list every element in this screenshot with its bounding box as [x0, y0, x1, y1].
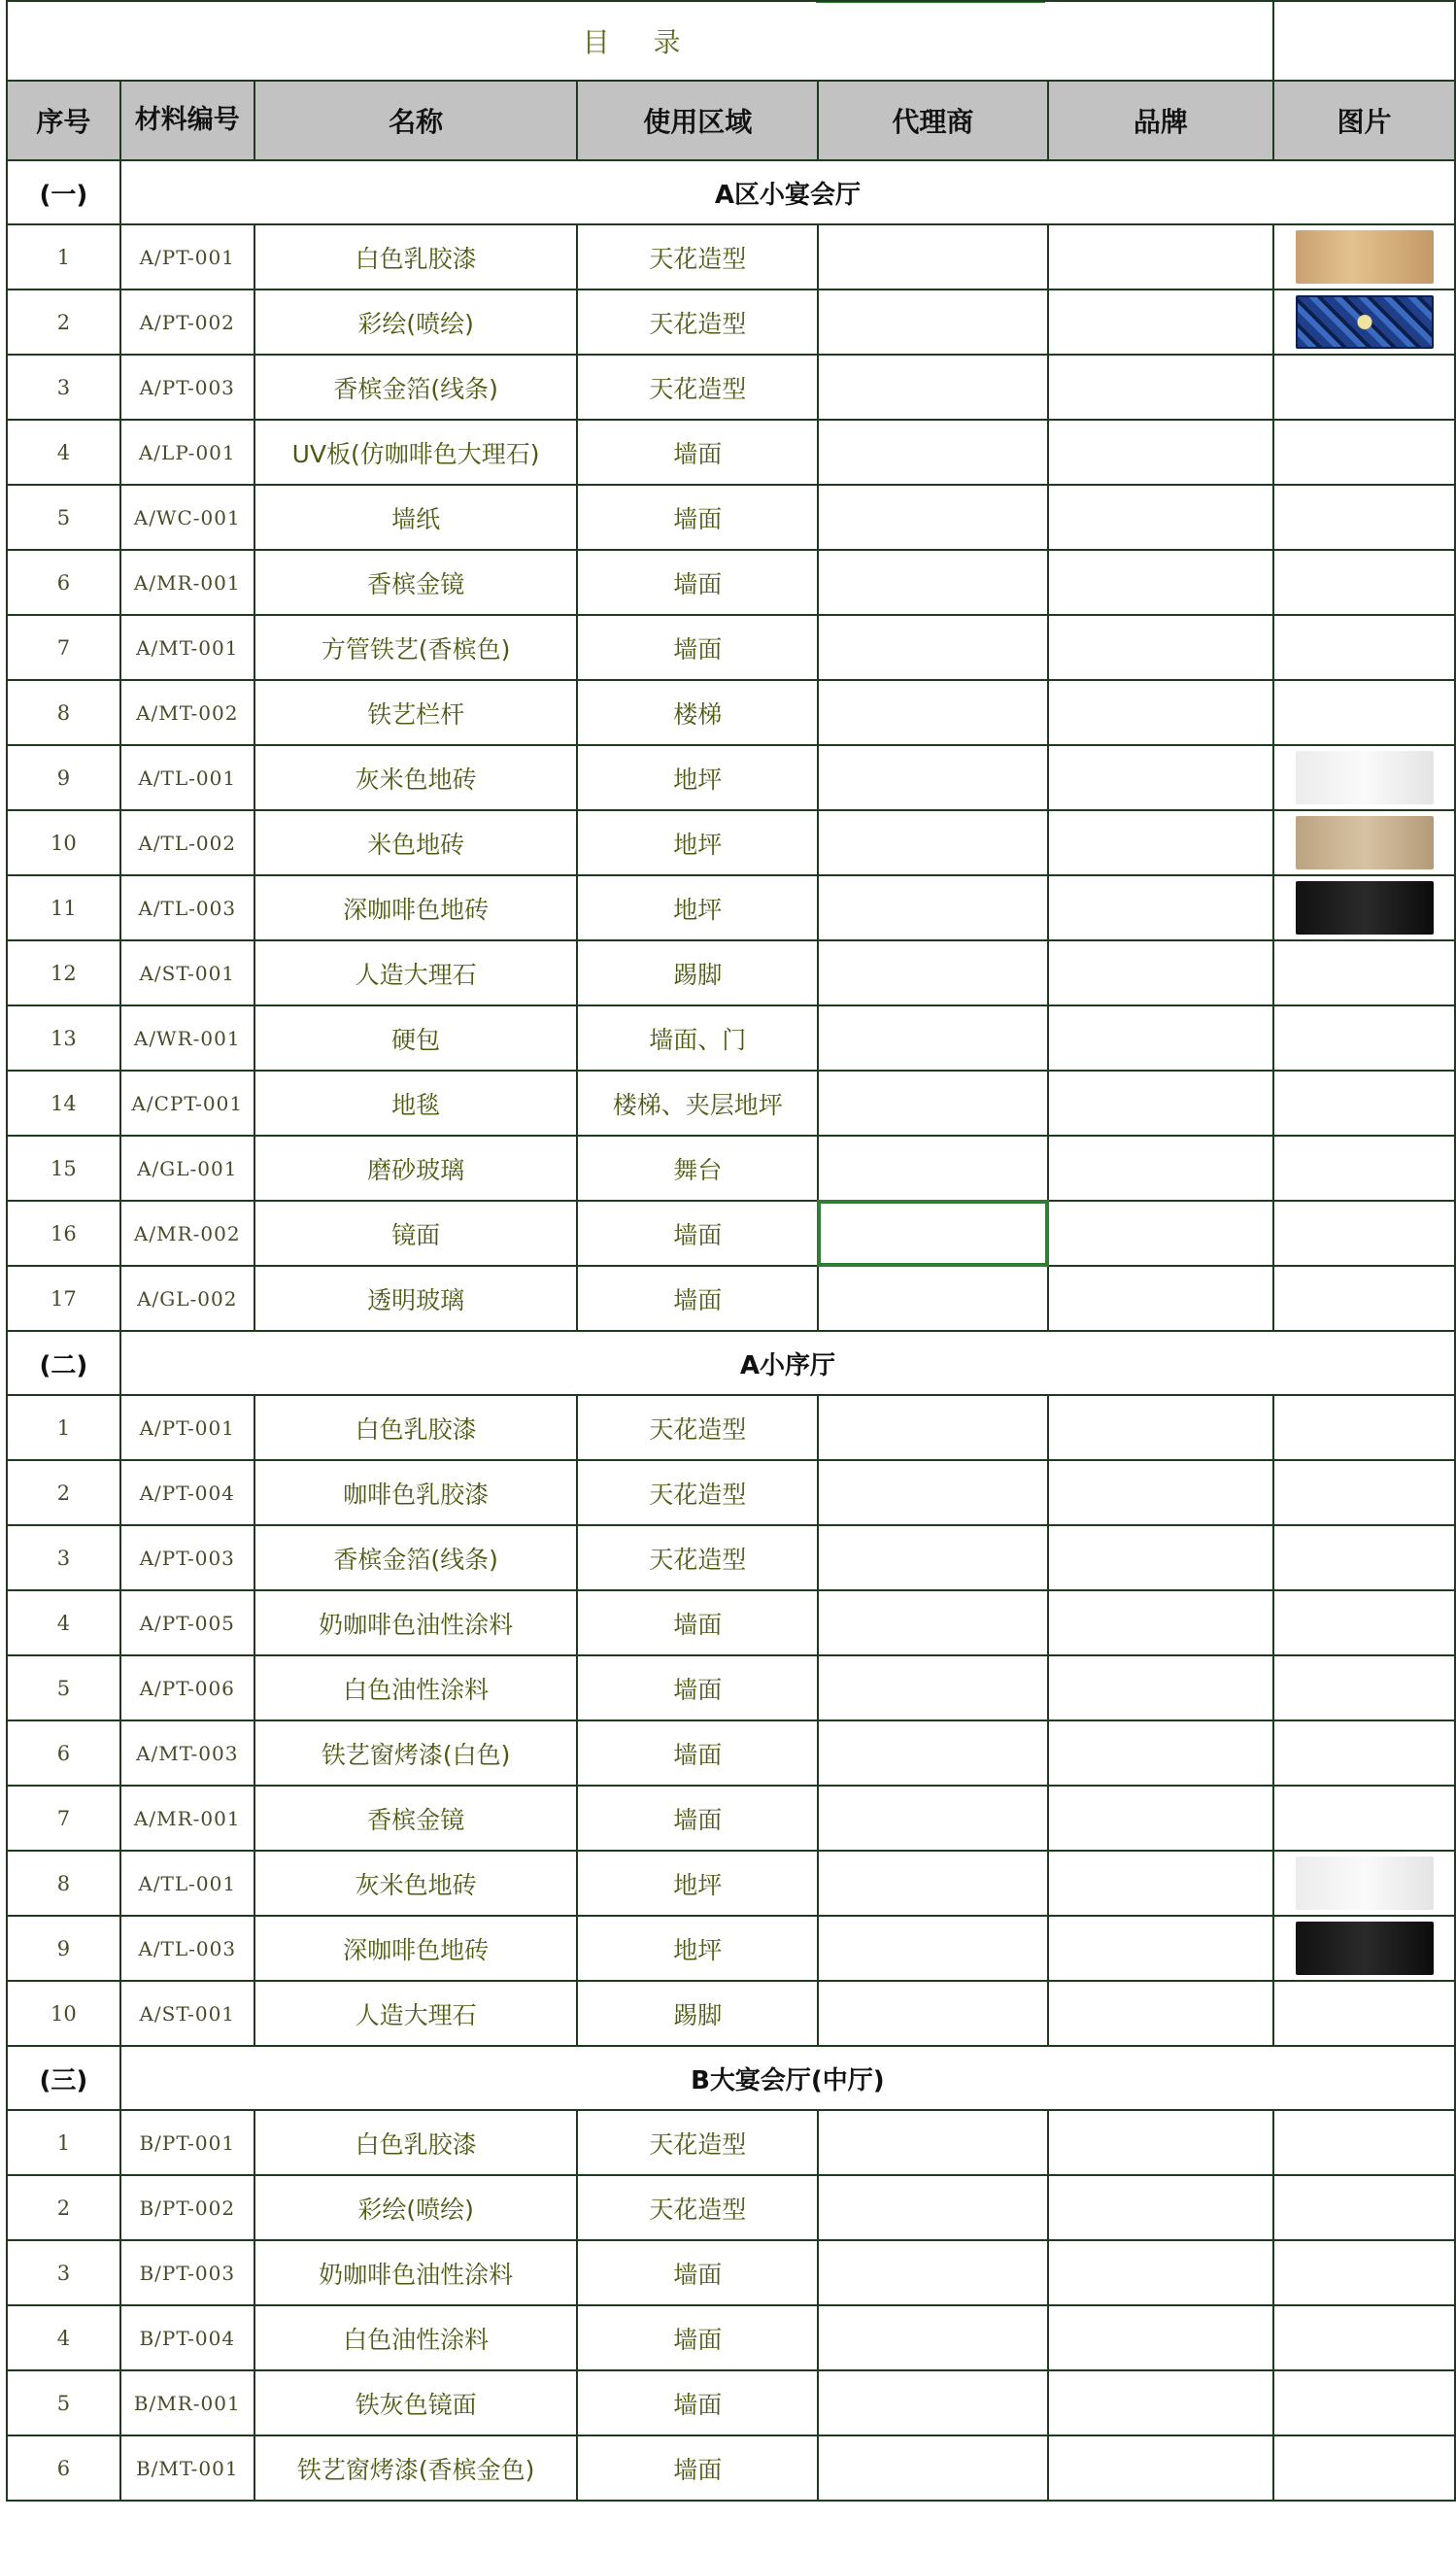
brand-cell[interactable] [1048, 1395, 1273, 1460]
row-number[interactable]: 13 [7, 1005, 120, 1071]
usage-area[interactable]: 墙面 [577, 615, 818, 680]
usage-area[interactable]: 天花造型 [577, 355, 818, 420]
agent-cell[interactable] [818, 485, 1047, 550]
agent-cell[interactable] [818, 1266, 1047, 1331]
agent-cell[interactable] [818, 1851, 1047, 1916]
brand-cell[interactable] [1048, 875, 1273, 940]
title-row [7, 1, 1455, 81]
material-name[interactable]: 奶咖啡色油性涂料 [254, 2240, 578, 2305]
section-row [7, 160, 1455, 224]
usage-area[interactable]: 踢脚 [577, 940, 818, 1005]
table-row [7, 810, 1455, 875]
agent-cell-selected[interactable] [818, 1201, 1047, 1266]
table-row [7, 355, 1455, 420]
table-title[interactable]: 目 录 [7, 1, 1273, 81]
brand-cell[interactable] [1048, 550, 1273, 615]
image-cell[interactable] [1273, 1460, 1455, 1525]
material-name[interactable]: 深咖啡色地砖 [254, 1916, 578, 1981]
image-cell[interactable] [1273, 420, 1455, 485]
brand-cell[interactable] [1048, 2370, 1273, 2435]
usage-area[interactable]: 踢脚 [577, 1981, 818, 2046]
material-name[interactable]: 人造大理石 [254, 1981, 578, 2046]
brand-cell[interactable] [1048, 1005, 1273, 1071]
material-code[interactable]: A/MR-001 [120, 1786, 254, 1851]
agent-cell[interactable] [818, 1786, 1047, 1851]
material-name[interactable]: 地毯 [254, 1071, 578, 1136]
image-cell[interactable] [1273, 289, 1455, 355]
agent-cell[interactable] [818, 810, 1047, 875]
image-cell[interactable] [1273, 1201, 1455, 1266]
row-number[interactable]: 5 [7, 2370, 120, 2435]
material-code[interactable]: A/MR-002 [120, 1201, 254, 1266]
row-number[interactable]: 7 [7, 615, 120, 680]
row-number[interactable]: 10 [7, 1981, 120, 2046]
table-row [7, 680, 1455, 745]
usage-area[interactable]: 天花造型 [577, 289, 818, 355]
agent-cell[interactable] [818, 1005, 1047, 1071]
agent-cell[interactable] [818, 1525, 1047, 1590]
header-agent[interactable]: 代理商 [818, 81, 1047, 160]
row-number[interactable]: 4 [7, 1590, 120, 1655]
brand-cell[interactable] [1048, 1720, 1273, 1786]
section-number[interactable]: (三) [7, 2046, 120, 2110]
brand-cell[interactable] [1048, 1071, 1273, 1136]
material-code[interactable]: A/PT-003 [120, 1525, 254, 1590]
agent-cell[interactable] [818, 1136, 1047, 1201]
usage-area[interactable]: 舞台 [577, 1136, 818, 1201]
brand-cell[interactable] [1048, 1655, 1273, 1720]
material-name[interactable]: 彩绘(喷绘) [254, 2175, 578, 2240]
table-row [7, 2435, 1455, 2501]
header-brand[interactable]: 品牌 [1048, 81, 1273, 160]
table-row [7, 1916, 1455, 1981]
brand-cell[interactable] [1048, 355, 1273, 420]
brand-cell[interactable] [1048, 289, 1273, 355]
brand-cell[interactable] [1048, 1981, 1273, 2046]
row-number[interactable]: 3 [7, 1525, 120, 1590]
row-number[interactable]: 4 [7, 420, 120, 485]
brand-cell[interactable] [1048, 1916, 1273, 1981]
material-code[interactable]: A/TL-001 [120, 745, 254, 810]
table-row [7, 1720, 1455, 1786]
material-name[interactable]: 深咖啡色地砖 [254, 875, 578, 940]
material-code[interactable]: B/PT-001 [120, 2110, 254, 2175]
agent-cell[interactable] [818, 1460, 1047, 1525]
usage-area[interactable]: 墙面 [577, 1201, 818, 1266]
table-row [7, 2240, 1455, 2305]
material-name[interactable]: 铁艺栏杆 [254, 680, 578, 745]
section-number[interactable]: (一) [7, 160, 120, 224]
image-cell[interactable] [1273, 355, 1455, 420]
material-name[interactable]: 香槟金镜 [254, 1786, 578, 1851]
agent-cell[interactable] [818, 1981, 1047, 2046]
row-number[interactable]: 6 [7, 550, 120, 615]
row-number[interactable]: 8 [7, 1851, 120, 1916]
usage-area[interactable]: 墙面 [577, 485, 818, 550]
agent-cell[interactable] [818, 1916, 1047, 1981]
agent-cell[interactable] [818, 2370, 1047, 2435]
image-cell[interactable] [1273, 2305, 1455, 2370]
usage-area[interactable]: 楼梯、夹层地坪 [577, 1071, 818, 1136]
usage-area[interactable]: 墙面 [577, 2435, 818, 2501]
usage-area[interactable]: 天花造型 [577, 2110, 818, 2175]
material-name[interactable]: 白色油性涂料 [254, 2305, 578, 2370]
image-cell[interactable] [1273, 1266, 1455, 1331]
table-row [7, 1981, 1455, 2046]
image-cell[interactable] [1273, 940, 1455, 1005]
row-number[interactable]: 3 [7, 2240, 120, 2305]
agent-cell[interactable] [818, 940, 1047, 1005]
usage-area[interactable]: 天花造型 [577, 1460, 818, 1525]
usage-area[interactable]: 天花造型 [577, 224, 818, 289]
row-number[interactable]: 11 [7, 875, 120, 940]
table-row [7, 420, 1455, 485]
row-number[interactable]: 5 [7, 485, 120, 550]
material-name[interactable]: 方管铁艺(香槟色) [254, 615, 578, 680]
usage-area[interactable]: 墙面、门 [577, 1005, 818, 1071]
usage-area[interactable]: 天花造型 [577, 1525, 818, 1590]
table-row [7, 1266, 1455, 1331]
material-name[interactable]: 灰米色地砖 [254, 745, 578, 810]
image-cell[interactable] [1273, 1071, 1455, 1136]
material-code[interactable]: A/MR-001 [120, 550, 254, 615]
image-cell[interactable] [1273, 1851, 1455, 1916]
brand-cell[interactable] [1048, 1266, 1273, 1331]
material-swatch-image [1296, 816, 1434, 869]
row-number[interactable]: 9 [7, 1916, 120, 1981]
row-number[interactable]: 16 [7, 1201, 120, 1266]
material-name[interactable]: 铁灰色镜面 [254, 2370, 578, 2435]
header-area[interactable]: 使用区域 [577, 81, 818, 160]
agent-cell[interactable] [818, 224, 1047, 289]
material-code[interactable]: A/MT-003 [120, 1720, 254, 1786]
brand-cell[interactable] [1048, 810, 1273, 875]
agent-cell[interactable] [818, 1655, 1047, 1720]
table-row [7, 1590, 1455, 1655]
table-row [7, 2175, 1455, 2240]
section-title[interactable]: B大宴会厅(中厅) [120, 2046, 1455, 2110]
agent-cell[interactable] [818, 2305, 1047, 2370]
material-code[interactable]: A/PT-006 [120, 1655, 254, 1720]
agent-cell[interactable] [818, 1720, 1047, 1786]
table-row [7, 940, 1455, 1005]
usage-area[interactable]: 地坪 [577, 1851, 818, 1916]
material-code[interactable]: A/LP-001 [120, 420, 254, 485]
image-cell[interactable] [1273, 2370, 1455, 2435]
material-code[interactable]: B/PT-002 [120, 2175, 254, 2240]
agent-cell[interactable] [818, 1590, 1047, 1655]
image-cell[interactable] [1273, 2240, 1455, 2305]
table-row [7, 1136, 1455, 1201]
row-number[interactable]: 5 [7, 1655, 120, 1720]
row-number[interactable]: 2 [7, 289, 120, 355]
usage-area[interactable]: 地坪 [577, 810, 818, 875]
row-number[interactable]: 6 [7, 1720, 120, 1786]
image-cell[interactable] [1273, 1590, 1455, 1655]
brand-cell[interactable] [1048, 1136, 1273, 1201]
header-image[interactable]: 图片 [1273, 81, 1455, 160]
row-number[interactable]: 12 [7, 940, 120, 1005]
material-name[interactable]: 奶咖啡色油性涂料 [254, 1590, 578, 1655]
material-name[interactable]: 硬包 [254, 1005, 578, 1071]
image-cell[interactable] [1273, 1720, 1455, 1786]
material-name[interactable]: 人造大理石 [254, 940, 578, 1005]
table-row [7, 1525, 1455, 1590]
material-name[interactable]: 铁艺窗烤漆(香槟金色) [254, 2435, 578, 2501]
header-no[interactable]: 序号 [7, 81, 120, 160]
table-row [7, 1655, 1455, 1720]
section-row [7, 2046, 1455, 2110]
row-number[interactable]: 8 [7, 680, 120, 745]
image-cell[interactable] [1273, 2175, 1455, 2240]
table-row [7, 1786, 1455, 1851]
material-code[interactable]: A/PT-001 [120, 224, 254, 289]
image-cell[interactable] [1273, 550, 1455, 615]
brand-cell[interactable] [1048, 680, 1273, 745]
brand-cell[interactable] [1048, 1525, 1273, 1590]
row-number[interactable]: 9 [7, 745, 120, 810]
usage-area[interactable]: 墙面 [577, 1590, 818, 1655]
brand-cell[interactable] [1048, 745, 1273, 810]
material-name[interactable]: 透明玻璃 [254, 1266, 578, 1331]
material-name[interactable]: 灰米色地砖 [254, 1851, 578, 1916]
material-swatch-image [1296, 881, 1434, 935]
table-row [7, 1460, 1455, 1525]
material-code[interactable]: A/WR-001 [120, 1005, 254, 1071]
material-code[interactable]: A/PT-003 [120, 355, 254, 420]
usage-area[interactable]: 楼梯 [577, 680, 818, 745]
brand-cell[interactable] [1048, 1201, 1273, 1266]
agent-cell[interactable] [818, 615, 1047, 680]
material-code[interactable]: A/PT-001 [120, 1395, 254, 1460]
section-row [7, 1331, 1455, 1395]
material-name[interactable]: 白色乳胶漆 [254, 1395, 578, 1460]
material-code[interactable]: B/PT-004 [120, 2305, 254, 2370]
material-name[interactable]: 镜面 [254, 1201, 578, 1266]
brand-cell[interactable] [1048, 1460, 1273, 1525]
usage-area[interactable]: 地坪 [577, 1916, 818, 1981]
usage-area[interactable]: 墙面 [577, 2370, 818, 2435]
material-code[interactable]: A/ST-001 [120, 1981, 254, 2046]
image-cell[interactable] [1273, 1655, 1455, 1720]
usage-area[interactable]: 墙面 [577, 1266, 818, 1331]
section-title[interactable]: A小序厅 [120, 1331, 1455, 1395]
image-cell[interactable] [1273, 875, 1455, 940]
table-row [7, 875, 1455, 940]
usage-area[interactable]: 墙面 [577, 2305, 818, 2370]
row-number[interactable]: 10 [7, 810, 120, 875]
material-swatch-image [1296, 751, 1434, 804]
material-code[interactable]: A/WC-001 [120, 485, 254, 550]
header-code[interactable]: 材料编号 [120, 81, 254, 160]
agent-cell[interactable] [818, 420, 1047, 485]
table-row [7, 1071, 1455, 1136]
material-code[interactable]: A/TL-002 [120, 810, 254, 875]
title-right-cell[interactable] [1273, 1, 1455, 81]
usage-area[interactable]: 墙面 [577, 1720, 818, 1786]
row-number[interactable]: 14 [7, 1071, 120, 1136]
agent-cell[interactable] [818, 2435, 1047, 2501]
material-name[interactable]: 白色油性涂料 [254, 1655, 578, 1720]
table-row [7, 550, 1455, 615]
usage-area[interactable]: 墙面 [577, 1786, 818, 1851]
header-row [7, 81, 1455, 160]
material-swatch-image [1296, 1922, 1434, 1975]
agent-cell[interactable] [818, 680, 1047, 745]
row-number[interactable]: 7 [7, 1786, 120, 1851]
material-name[interactable]: 香槟金箔(线条) [254, 1525, 578, 1590]
usage-area[interactable]: 天花造型 [577, 2175, 818, 2240]
table-row [7, 1395, 1455, 1460]
agent-cell[interactable] [818, 2175, 1047, 2240]
agent-cell[interactable] [818, 1071, 1047, 1136]
image-cell[interactable] [1273, 485, 1455, 550]
row-number[interactable]: 3 [7, 355, 120, 420]
usage-area[interactable]: 墙面 [577, 550, 818, 615]
agent-cell[interactable] [818, 2110, 1047, 2175]
section-number[interactable]: (二) [7, 1331, 120, 1395]
material-code[interactable]: A/GL-001 [120, 1136, 254, 1201]
image-cell[interactable] [1273, 1005, 1455, 1071]
material-code[interactable]: A/ST-001 [120, 940, 254, 1005]
table-row [7, 289, 1455, 355]
row-number[interactable]: 1 [7, 2110, 120, 2175]
material-name[interactable]: 咖啡色乳胶漆 [254, 1460, 578, 1525]
material-code[interactable]: A/TL-001 [120, 1851, 254, 1916]
brand-cell[interactable] [1048, 1851, 1273, 1916]
header-name[interactable]: 名称 [254, 81, 578, 160]
usage-area[interactable]: 墙面 [577, 1655, 818, 1720]
material-code[interactable]: B/MR-001 [120, 2370, 254, 2435]
material-code[interactable]: A/MT-002 [120, 680, 254, 745]
row-number[interactable]: 15 [7, 1136, 120, 1201]
image-cell[interactable] [1273, 2435, 1455, 2501]
table-row [7, 2110, 1455, 2175]
agent-cell[interactable] [818, 2240, 1047, 2305]
image-cell[interactable] [1273, 1525, 1455, 1590]
image-cell[interactable] [1273, 745, 1455, 810]
image-cell[interactable] [1273, 1981, 1455, 2046]
row-number[interactable]: 6 [7, 2435, 120, 2501]
table-row [7, 1201, 1455, 1266]
material-code[interactable]: B/MT-001 [120, 2435, 254, 2501]
table-row [7, 1851, 1455, 1916]
material-code[interactable]: A/MT-001 [120, 615, 254, 680]
material-code[interactable]: A/PT-004 [120, 1460, 254, 1525]
brand-cell[interactable] [1048, 2175, 1273, 2240]
material-name[interactable]: 米色地砖 [254, 810, 578, 875]
agent-cell[interactable] [818, 355, 1047, 420]
material-name[interactable]: 彩绘(喷绘) [254, 289, 578, 355]
material-code[interactable]: A/PT-002 [120, 289, 254, 355]
materials-table [6, 0, 1456, 2502]
section-title[interactable]: A区小宴会厅 [120, 160, 1455, 224]
material-name[interactable]: 磨砂玻璃 [254, 1136, 578, 1201]
material-code[interactable]: B/PT-003 [120, 2240, 254, 2305]
image-cell[interactable] [1273, 2110, 1455, 2175]
image-cell[interactable] [1273, 1786, 1455, 1851]
brand-cell[interactable] [1048, 224, 1273, 289]
material-code[interactable]: A/CPT-001 [120, 1071, 254, 1136]
agent-cell[interactable] [818, 1395, 1047, 1460]
material-code[interactable]: A/TL-003 [120, 1916, 254, 1981]
material-name[interactable]: 白色乳胶漆 [254, 2110, 578, 2175]
row-number[interactable]: 1 [7, 1395, 120, 1460]
material-swatch-image [1296, 1856, 1434, 1910]
material-name[interactable]: 香槟金箔(线条) [254, 355, 578, 420]
usage-area[interactable]: 天花造型 [577, 1395, 818, 1460]
table-row [7, 485, 1455, 550]
agent-cell[interactable] [818, 550, 1047, 615]
usage-area[interactable]: 墙面 [577, 2240, 818, 2305]
material-name[interactable]: 墙纸 [254, 485, 578, 550]
material-code[interactable]: A/PT-005 [120, 1590, 254, 1655]
material-name[interactable]: 白色乳胶漆 [254, 224, 578, 289]
table-row [7, 1005, 1455, 1071]
table-row [7, 224, 1455, 289]
brand-cell[interactable] [1048, 2240, 1273, 2305]
agent-cell[interactable] [818, 745, 1047, 810]
row-number[interactable]: 17 [7, 1266, 120, 1331]
material-swatch-image [1296, 295, 1434, 349]
image-cell[interactable] [1273, 1916, 1455, 1981]
brand-cell[interactable] [1048, 2110, 1273, 2175]
image-cell[interactable] [1273, 1395, 1455, 1460]
brand-cell[interactable] [1048, 485, 1273, 550]
row-number[interactable]: 2 [7, 2175, 120, 2240]
brand-cell[interactable] [1048, 2305, 1273, 2370]
image-cell[interactable] [1273, 615, 1455, 680]
brand-cell[interactable] [1048, 1590, 1273, 1655]
table-row [7, 2370, 1455, 2435]
usage-area[interactable]: 地坪 [577, 745, 818, 810]
image-cell[interactable] [1273, 224, 1455, 289]
row-number[interactable]: 4 [7, 2305, 120, 2370]
table-row [7, 615, 1455, 680]
brand-cell[interactable] [1048, 615, 1273, 680]
image-cell[interactable] [1273, 1136, 1455, 1201]
brand-cell[interactable] [1048, 2435, 1273, 2501]
agent-cell[interactable] [818, 875, 1047, 940]
row-number[interactable]: 1 [7, 224, 120, 289]
material-name[interactable]: 香槟金镜 [254, 550, 578, 615]
image-cell[interactable] [1273, 680, 1455, 745]
material-swatch-image [1296, 230, 1434, 284]
row-number[interactable]: 2 [7, 1460, 120, 1525]
material-code[interactable]: A/TL-003 [120, 875, 254, 940]
table-row [7, 745, 1455, 810]
brand-cell[interactable] [1048, 940, 1273, 1005]
brand-cell[interactable] [1048, 420, 1273, 485]
material-name[interactable]: UV板(仿咖啡色大理石) [254, 420, 578, 485]
image-cell[interactable] [1273, 810, 1455, 875]
usage-area[interactable]: 地坪 [577, 875, 818, 940]
agent-cell[interactable] [818, 289, 1047, 355]
material-code[interactable]: A/GL-002 [120, 1266, 254, 1331]
usage-area[interactable]: 墙面 [577, 420, 818, 485]
table-row [7, 2305, 1455, 2370]
material-name[interactable]: 铁艺窗烤漆(白色) [254, 1720, 578, 1786]
brand-cell[interactable] [1048, 1786, 1273, 1851]
